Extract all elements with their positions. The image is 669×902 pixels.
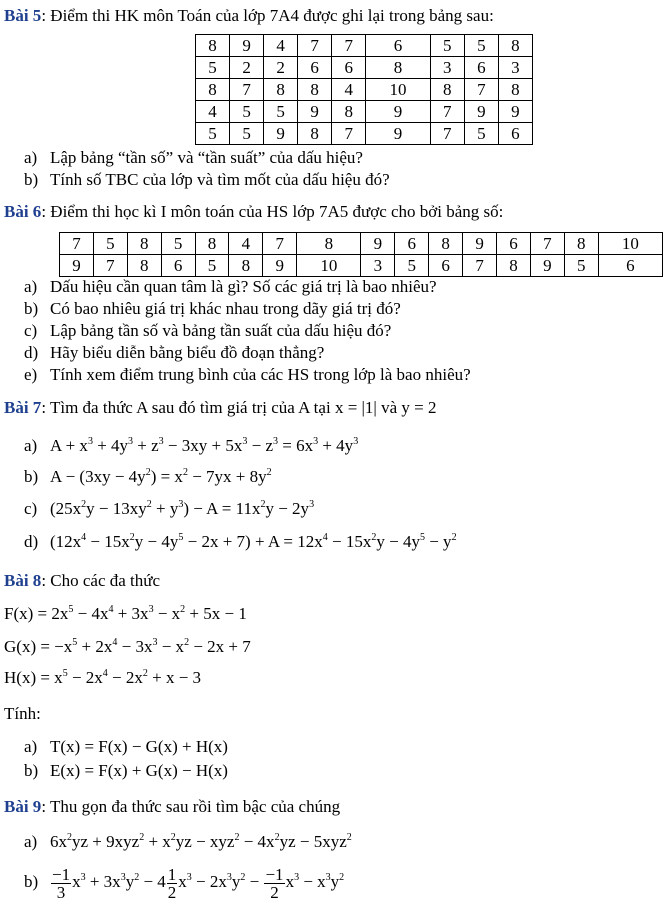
bai5-item-a: a) Lập bảng “tần số” và “tần suất” của dấu hiệu? xyxy=(24,148,363,167)
bai6-table-cell: 6 xyxy=(395,233,429,255)
bai5-table-cell: 8 xyxy=(196,79,230,101)
bai5-heading xyxy=(4,6,494,26)
bai5-table-cell: 10 xyxy=(366,79,431,101)
bai6-table-cell: 5 xyxy=(161,233,195,255)
bai5-text: : Điểm thi HK môn Toán của lớp 7A4 được ghi lại trong bảng sau: xyxy=(41,6,494,25)
bai5-table-cell: 5 xyxy=(230,101,264,123)
bai6-table-cell: 7 xyxy=(530,233,564,255)
polynomial-h: $H(x) = x^5 - 2x^4 - 2x^2 + x - 3$ xyxy=(4,668,202,687)
bai6-item-b: b) Có bao nhiêu giá trị khác nhau trong dãy giá trị đó? xyxy=(24,299,401,318)
bai6-label: Bài 6 xyxy=(4,202,42,221)
bai5-score-table xyxy=(195,34,533,145)
bai9-text: : Thu gọn đa thức sau rồi tìm bậc của chúng xyxy=(41,797,341,816)
bai5-table-cell: 9 xyxy=(230,35,264,57)
bai5-table-cell: 7 xyxy=(332,123,366,145)
bai6-table-cell: 6 xyxy=(598,255,662,277)
bai8-item-b: b) E(x) = F(x) + G(x) − H(x) xyxy=(24,761,228,780)
bai6-table-cell: 9 xyxy=(361,233,395,255)
bai6-table-cell: 8 xyxy=(127,255,161,277)
bai6-score-table xyxy=(59,232,663,277)
bai7-text: : Tìm đa thức A sau đó tìm giá trị của A tại xyxy=(41,398,331,417)
bai6-table-row xyxy=(60,255,663,277)
bai6-table-cell: 5 xyxy=(195,255,229,277)
bai6-table-cell: 9 xyxy=(60,255,94,277)
bai5-table-cell: 8 xyxy=(264,79,298,101)
bai7-item-d: d) $(12x^4 - 15x^2y - 4y^5 - 2x + 7) + A = 12x^4 - 15x^2y - 4y^5 - y^2$ xyxy=(24,532,457,551)
bai8-label: Bài 8 xyxy=(4,571,42,590)
bai5-table-cell: 6 xyxy=(366,35,431,57)
bai8-heading xyxy=(4,571,160,591)
bai6-table-cell: 5 xyxy=(93,233,127,255)
bai5-table-cell: 5 xyxy=(196,123,230,145)
bai5-table-cell: 6 xyxy=(298,57,332,79)
bai5-table-row xyxy=(196,123,533,145)
bai6-table-cell: 8 xyxy=(564,233,598,255)
bai5-table-cell: 8 xyxy=(332,101,366,123)
bai5-table-row xyxy=(196,101,533,123)
bai6-item-e: e) Tính xem điểm trung bình của các HS trong lớp là bao nhiêu? xyxy=(24,365,471,384)
bai9-item-a: a) $6x^2yz + 9xyz^2 + x^2yz - xyz^2 - 4x^2yz - 5xyz^2$ xyxy=(24,832,352,851)
bai6-item-c: c) Lập bảng tần số và bảng tần suất của dấu hiệu đó? xyxy=(24,321,392,340)
bai6-table-cell: 6 xyxy=(429,255,463,277)
bai5-table-cell: 5 xyxy=(196,57,230,79)
bai6-table-cell: 8 xyxy=(195,233,229,255)
bai7-label: Bài 7 xyxy=(4,398,42,417)
bai5-table-cell: 7 xyxy=(430,123,464,145)
bai9-label: Bài 9 xyxy=(4,797,42,816)
bai5-table-cell: 6 xyxy=(498,123,532,145)
bai9-heading xyxy=(4,797,340,817)
bai5-label: Bài 5 xyxy=(4,6,42,25)
bai5-table-cell: 8 xyxy=(430,79,464,101)
bai5-table-cell: 3 xyxy=(498,57,532,79)
bai5-table-cell: 9 xyxy=(366,123,431,145)
bai5-table-cell: 5 xyxy=(430,35,464,57)
bai5-table-cell: 8 xyxy=(196,35,230,57)
bai6-table-cell: 9 xyxy=(463,233,497,255)
bai5-table-cell: 8 xyxy=(498,35,532,57)
bai7-condition: x = |1| và y = 2 xyxy=(334,398,437,417)
bai7-item-b: b) $A - (3xy - 4y^2) = x^2 - 7yx + 8y^2$ xyxy=(24,467,272,486)
bai5-table-cell: 5 xyxy=(464,35,498,57)
bai6-table-cell: 7 xyxy=(60,233,94,255)
bai6-text: : Điểm thi học kì I môn toán của HS lớp 7A5 được cho bởi bảng số: xyxy=(41,202,504,221)
bai5-table-cell: 2 xyxy=(230,57,264,79)
bai6-item-a: a) Dấu hiệu cần quan tâm là gì? Số các giá trị là bao nhiêu? xyxy=(24,277,437,296)
bai6-table-cell: 4 xyxy=(229,233,263,255)
bai5-table-cell: 9 xyxy=(464,101,498,123)
bai5-table-cell: 6 xyxy=(332,57,366,79)
bai6-table-cell: 9 xyxy=(263,255,297,277)
bai5-table-cell: 2 xyxy=(264,57,298,79)
bai5-table-cell: 8 xyxy=(366,57,431,79)
bai5-table-cell: 7 xyxy=(430,101,464,123)
bai5-table-row xyxy=(196,35,533,57)
bai5-table-cell: 5 xyxy=(264,101,298,123)
bai5-table-cell: 3 xyxy=(430,57,464,79)
bai6-item-d: d) Hãy biểu diễn bằng biểu đồ đoạn thẳng? xyxy=(24,343,325,362)
bai7-heading xyxy=(4,398,436,418)
bai5-table-cell: 8 xyxy=(498,79,532,101)
bai6-heading xyxy=(4,202,503,222)
bai6-table-cell: 9 xyxy=(530,255,564,277)
bai5-table-cell: 7 xyxy=(464,79,498,101)
bai5-item-b: b) Tính số TBC của lớp và tìm mốt của dấu hiệu đó? xyxy=(24,170,390,189)
bai5-table-cell: 4 xyxy=(264,35,298,57)
bai5-table-row xyxy=(196,79,533,101)
bai9-item-b: b) $\frac{-1}{3}$ $x^3 + 3x^3y^2 - 4$ $\frac{1}{2}$ $x^3 - 2x^3y^2$ − $\frac{-1}{2}$ $x^3 - x^3y^2$ xyxy=(24,864,345,902)
bai5-table-cell: 7 xyxy=(298,35,332,57)
bai6-table-cell: 8 xyxy=(497,255,531,277)
bai6-table-row xyxy=(60,233,663,255)
bai5-table-cell: 7 xyxy=(332,35,366,57)
bai8-tinh: Tính: xyxy=(4,704,41,723)
bai6-table-cell: 6 xyxy=(497,233,531,255)
bai5-table-cell: 5 xyxy=(464,123,498,145)
bai8-text: : Cho các đa thức xyxy=(41,571,161,590)
bai6-table-cell: 3 xyxy=(361,255,395,277)
bai6-table-cell: 8 xyxy=(429,233,463,255)
bai6-table-cell: 8 xyxy=(127,233,161,255)
bai6-table-cell: 8 xyxy=(297,233,361,255)
bai7-item-a: a) $A + x^3 + 4y^3 + z^3 - 3xy + 5x^3 - z^3 = 6x^3 + 4y^3$ xyxy=(24,436,359,455)
bai6-table-cell: 10 xyxy=(297,255,361,277)
bai6-table-cell: 8 xyxy=(229,255,263,277)
bai7-item-c: c) $(25x^2y - 13xy^2 + y^3) - A = 11x^2y - 2y^3$ xyxy=(24,499,315,518)
bai6-table-cell: 7 xyxy=(93,255,127,277)
bai5-table-cell: 9 xyxy=(498,101,532,123)
bai6-table-cell: 7 xyxy=(263,233,297,255)
polynomial-f: $F(x) = 2x^5 - 4x^4 + 3x^3 - x^2 + 5x - 1$ xyxy=(4,604,247,623)
bai5-table-cell: 6 xyxy=(464,57,498,79)
bai5-table-cell: 9 xyxy=(298,101,332,123)
bai5-table-cell: 8 xyxy=(298,79,332,101)
bai6-table-cell: 5 xyxy=(395,255,429,277)
bai5-table-cell: 7 xyxy=(230,79,264,101)
polynomial-g: $G(x) = -x^5 + 2x^4 - 3x^3 - x^2 - 2x + 7$ xyxy=(4,637,251,656)
bai5-table-cell: 5 xyxy=(230,123,264,145)
bai6-table-cell: 7 xyxy=(463,255,497,277)
bai5-table-cell: 4 xyxy=(332,79,366,101)
bai5-table-cell: 4 xyxy=(196,101,230,123)
bai6-table-cell: 10 xyxy=(598,233,662,255)
bai5-table-cell: 9 xyxy=(264,123,298,145)
bai5-table-cell: 9 xyxy=(366,101,431,123)
bai6-table-cell: 5 xyxy=(564,255,598,277)
bai5-table-row xyxy=(196,57,533,79)
bai5-table-cell: 8 xyxy=(298,123,332,145)
bai6-table-cell: 6 xyxy=(161,255,195,277)
bai8-item-a: a) T(x) = F(x) − G(x) + H(x) xyxy=(24,737,228,756)
